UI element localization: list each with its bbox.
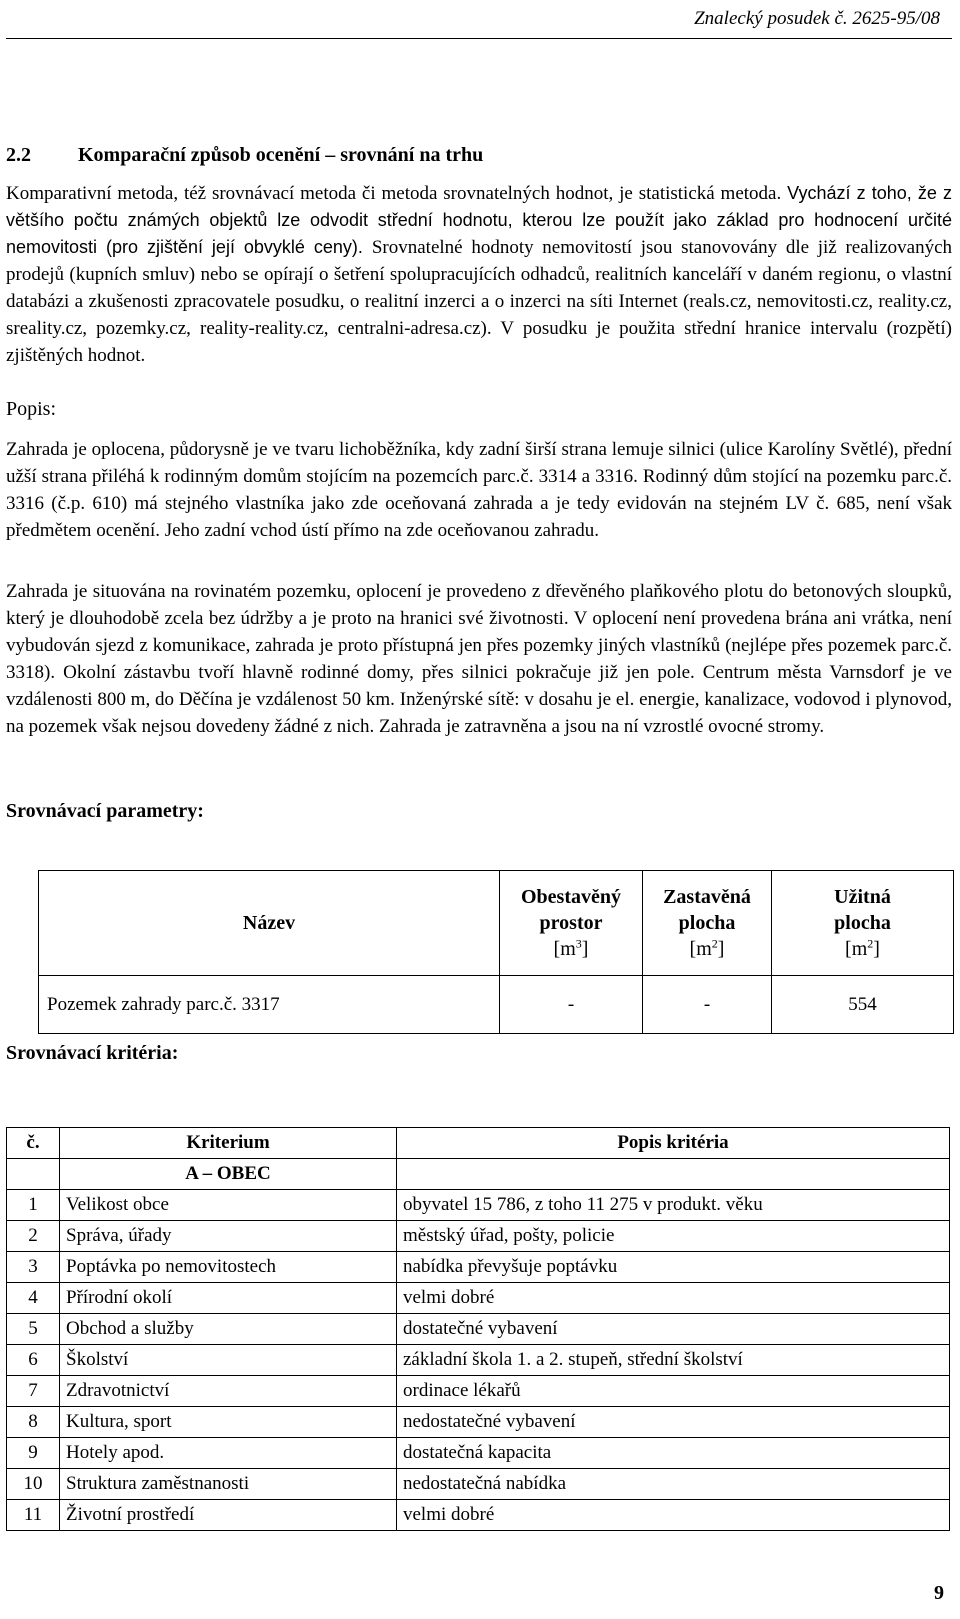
hdr-text: ] — [873, 938, 880, 960]
criteria-cell-desc: nedostatečné vybavení — [397, 1407, 950, 1438]
params-row-v1: - — [500, 976, 643, 1034]
hdr-text: [m — [689, 938, 712, 960]
criteria-row — [7, 1469, 950, 1500]
criteria-cell-name: Přírodní okolí — [60, 1283, 397, 1314]
criteria-cell-name: Obchod a služby — [60, 1314, 397, 1345]
criteria-cell-number: 3 — [7, 1252, 60, 1283]
hdr-text: [m — [845, 938, 868, 960]
criteria-cell-number: 10 — [7, 1469, 60, 1500]
criteria-header-k: Kriterium — [60, 1128, 397, 1159]
section-number: 2.2 — [6, 144, 31, 166]
intro-text-c: Srovnatelné hodnoty nemovitostí jsou stanovovány dle již realizovaných prodejů (kupních smluv) nebo se opírají o šetření spolupracujících odhadců, realitních kanceláří v daném regionu, o vlastní databázi a zkušenosti zpracovatele posudku, o realitní inzerci a o inzerci na síti Internet (reals.cz, nemovitosti.cz, reality.cz, sreality.cz, pozemky.cz, reality-reality.cz, centralni-adresa.cz). V posudku je použita střední hranice intervalu (rozpětí) zjištěných hodnot. — [6, 237, 952, 366]
section-heading — [6, 144, 483, 167]
criteria-table — [6, 1127, 950, 1531]
criteria-cell-desc: nedostatečná nabídka — [397, 1469, 950, 1500]
criteria-row — [7, 1407, 950, 1438]
criteria-cell-desc: ordinace lékařů — [397, 1376, 950, 1407]
criteria-row — [7, 1190, 950, 1221]
criteria-cell-name: Hotely apod. — [60, 1438, 397, 1469]
params-row-name: Pozemek zahrady parc.č. 3317 — [39, 976, 500, 1034]
hdr-text: Zastavěná — [663, 886, 751, 908]
popis-paragraph-2: Zahrada je situována na rovinatém pozemku, oplocení je provedeno z dřevěného plaňkového plotu do betonových sloupků, který je dlouhodobě zcela bez údržby a je proto na hranici své životnosti. V oplocení není provedena brána ani vrátka, není vybudován sjezd z komunikace, zahrada je proto přístupná jen přes pozemky jiných vlastníků (nejlépe přes pozemek parc.č. 3318). Okolní zástavbu tvoří hlavně rodinné domy, přes silnici pokračuje již jen pole. Centrum města Varnsdorf je ve vzdálenosti 800 m, do Děčína je vzdálenost 50 km. Inženýrské sítě: v dosahu je el. energie, kanalizace, vodovod i plynovod, na pozemek však nejsou dovedeny žádné z nich. Zahrada je zatravněna a jsou na ní vzrostlé ovocné stromy. — [6, 581, 952, 737]
hdr-sup: 2 — [867, 936, 874, 951]
criteria-group-label: A – OBEC — [60, 1159, 397, 1190]
criteria-cell-desc: základní škola 1. a 2. stupeň, střední školství — [397, 1345, 950, 1376]
criteria-row — [7, 1500, 950, 1531]
criteria-cell-number: 1 — [7, 1190, 60, 1221]
params-label: Srovnávací parametry: — [6, 800, 204, 822]
criteria-cell-desc: nabídka převyšuje poptávku — [397, 1252, 950, 1283]
criteria-row — [7, 1345, 950, 1376]
criteria-cell-name: Kultura, sport — [60, 1407, 397, 1438]
criteria-cell-number: 6 — [7, 1345, 60, 1376]
intro-text-b: Vychází z toho, že z většího počtu známých objektů lze odvodit střední hodnotu, kterou lze použít jako základ pro hodnocení určité nemovitosti (pro zjištění její obvyklé ceny). — [6, 183, 952, 257]
hdr-text: Obestavěný — [521, 886, 621, 908]
criteria-cell-number: 11 — [7, 1500, 60, 1531]
group-empty-cell — [7, 1159, 60, 1190]
criteria-row — [7, 1314, 950, 1345]
params-header-usable-area — [772, 871, 954, 976]
criteria-row — [7, 1283, 950, 1314]
criteria-body — [7, 1190, 950, 1531]
hdr-text: prostor — [539, 912, 603, 934]
criteria-cell-name: Školství — [60, 1345, 397, 1376]
criteria-cell-desc: obyvatel 15 786, z toho 11 275 v produkt. věku — [397, 1190, 950, 1221]
criteria-cell-number: 4 — [7, 1283, 60, 1314]
criteria-cell-number: 9 — [7, 1438, 60, 1469]
criteria-cell-number: 2 — [7, 1221, 60, 1252]
params-table — [38, 870, 954, 1034]
intro-paragraph — [6, 180, 952, 369]
group-empty-cell — [397, 1159, 950, 1190]
hdr-sup: 2 — [711, 936, 718, 951]
criteria-cell-number: 8 — [7, 1407, 60, 1438]
criteria-cell-desc: dostatečné vybavení — [397, 1314, 950, 1345]
hdr-text: plocha — [834, 912, 891, 934]
section-title: Komparační způsob ocenění – srovnání na trhu — [78, 144, 484, 166]
criteria-cell-name: Zdravotnictví — [60, 1376, 397, 1407]
hdr-text: plocha — [678, 912, 736, 934]
popis-paragraph-1: Zahrada je oplocena, půdorysně je ve tvaru lichoběžníka, kdy zadní širší strana lemuje silnici (ulice Karolíny Světlé), přední užší strana přiléhá k rodinným domům stojícím na pozemcích parc.č. 3314 a 3316. Rodinný dům stojící na pozemku parc.č. 3316 (č.p. 610) má stejného vlastníka jako zde oceňovaná zahrada a je tedy evidován na stejném LV č. 685, není však předmětem ocenění. Jeho zadní vchod ústí přímo na zde oceňovanou zahradu. — [6, 439, 952, 541]
criteria-header-p: Popis kritéria — [397, 1128, 950, 1159]
hdr-text: [m — [553, 938, 576, 960]
criteria-group-row — [7, 1159, 950, 1190]
page-number: 9 — [934, 1582, 944, 1604]
criteria-row — [7, 1438, 950, 1469]
criteria-cell-name: Správa, úřady — [60, 1221, 397, 1252]
criteria-cell-number: 5 — [7, 1314, 60, 1345]
params-header-built-area — [643, 871, 772, 976]
criteria-cell-name: Životní prostředí — [60, 1500, 397, 1531]
criteria-cell-desc: dostatečná kapacita — [397, 1438, 950, 1469]
criteria-row — [7, 1221, 950, 1252]
intro-text-a: Komparativní metoda, též srovnávací metoda či metoda srovnatelných hodnot, je statistická metoda. — [6, 183, 788, 204]
popis-label: Popis: — [6, 398, 57, 420]
hdr-text: Užitná — [834, 886, 891, 908]
params-row-v3: 554 — [772, 976, 954, 1034]
params-header-volume — [500, 871, 643, 976]
params-header-row — [39, 871, 954, 976]
hdr-sup: 3 — [575, 936, 582, 951]
criteria-cell-number: 7 — [7, 1376, 60, 1407]
params-data-row — [39, 976, 954, 1034]
criteria-cell-name: Poptávka po nemovitostech — [60, 1252, 397, 1283]
criteria-cell-desc: městský úřad, pošty, policie — [397, 1221, 950, 1252]
params-row-v2: - — [643, 976, 772, 1034]
hdr-text: ] — [581, 938, 589, 960]
criteria-row — [7, 1252, 950, 1283]
criteria-header-n: č. — [7, 1128, 60, 1159]
criteria-cell-name: Velikost obce — [60, 1190, 397, 1221]
hdr-text: ] — [717, 938, 725, 960]
criteria-header-row — [7, 1128, 950, 1159]
criteria-label: Srovnávací kritéria: — [6, 1042, 179, 1064]
criteria-cell-desc: velmi dobré — [397, 1500, 950, 1531]
params-header-name: Název — [39, 871, 500, 976]
criteria-cell-name: Struktura zaměstnanosti — [60, 1469, 397, 1500]
criteria-row — [7, 1376, 950, 1407]
page-header: Znalecký posudek č. 2625-95/08 — [694, 8, 940, 29]
criteria-cell-desc: velmi dobré — [397, 1283, 950, 1314]
header-rule — [6, 38, 952, 39]
